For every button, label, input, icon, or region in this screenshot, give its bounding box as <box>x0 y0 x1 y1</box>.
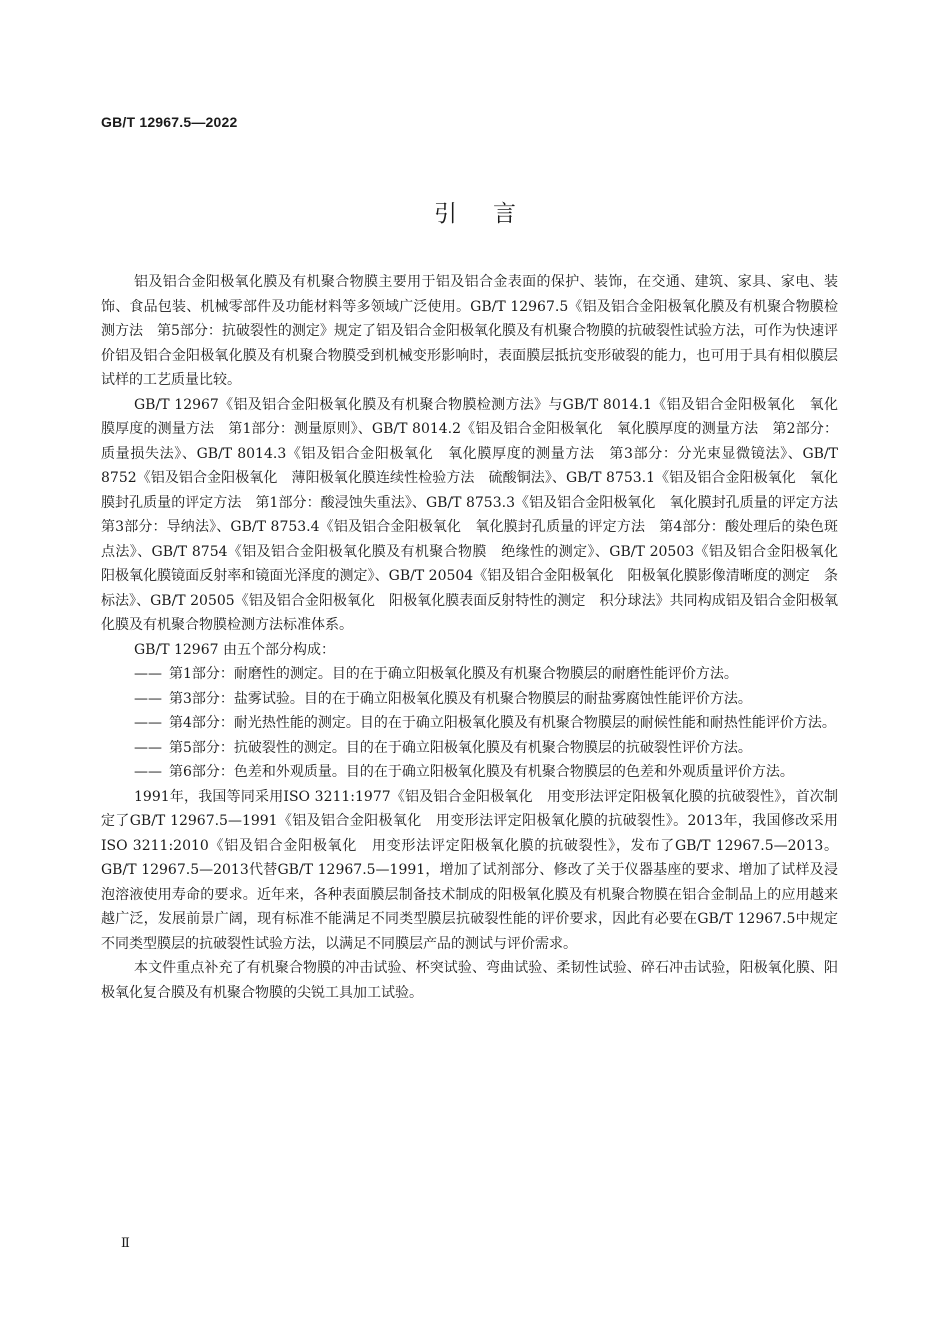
list-item-text: 第1部分：耐磨性的测定。目的在于确立阳极氧化膜及有机聚合物膜层的耐磨性能评价方法。 <box>169 666 738 682</box>
page-title: 引言 <box>434 201 552 227</box>
page-number: Ⅱ <box>121 1236 130 1251</box>
paragraph: GB/T 12967《铝及铝合金阳极氧化膜及有机聚合物膜检测方法》与GB/T 8014.1《铝及铝合金阳极氧化 氧化膜厚度的测量方法 第1部分：测量原则》、GB/T 8014.2《铝及铝合金阳极氧化 氧化膜厚度的测量方法 第2部分：质量损失法》、GB/T 8014.3《铝及铝合金阳极氧化 氧化膜厚度的测量方法 第3部分：分光束显微镜法》、GB/T 8752《铝及铝合金阳极氧化 薄阳极氧化膜连续性检验方法 硫酸铜法》、GB/T 8753.1《铝及铝合金阳极氧化 氧化膜封孔质量的评定方法 第1部分：酸浸蚀失重法》、GB/T 8753.3《铝及铝合金阳极氧化 氧化膜封孔质量的评定方法 第3部分：导纳法》、GB/T 8753.4《铝及铝合金阳极氧化 氧化膜封孔质量的评定方法 第4部分：酸处理后的染色斑点法》、GB/T 8754《铝及铝合金阳极氧化膜及有机聚合物膜 绝缘性的测定》、GB/T 20503《铝及铝合金阳极氧化 阳极氧化膜镜面反射率和镜面光泽度的测定》、GB/T 20504《铝及铝合金阳极氧化 阳极氧化膜影像清晰度的测定 条标法》、GB/T 20505《铝及铝合金阳极氧化 阳极氧化膜表面反射特性的测定 积分球法》共同构成铝及铝合金阳极氧化膜及有机聚合物膜检测方法标准体系。 <box>101 396 852 633</box>
paragraph: GB/T 12967 由五个部分构成： <box>134 641 335 658</box>
standard-code: GB/T 12967.5—2022 <box>101 114 238 130</box>
list-dash: —— <box>134 764 162 780</box>
paragraph: 本文件重点补充了有机聚合物膜的冲击试验、杯突试验、弯曲试验、柔韧性试验、碎石冲击试验，阳极氧化膜、阳极氧化复合膜及有机聚合物膜的尖锐工具加工试验。 <box>101 960 838 1001</box>
list-item <box>101 662 838 687</box>
list-item <box>101 687 838 712</box>
document-body <box>101 270 852 1005</box>
list-item-text: 第3部分：盐雾试验。目的在于确立阳极氧化膜及有机聚合物膜层的耐盐雾腐蚀性能评价方法。 <box>169 690 752 707</box>
list-item-text: 第6部分：色差和外观质量。目的在于确立阳极氧化膜及有机聚合物膜层的色差和外观质量评价方法。 <box>169 764 794 780</box>
paragraph: 1991年，我国等同采用ISO 3211:1977《铝及铝合金阳极氧化 用变形法评定阳极氧化膜的抗破裂性》，首次制定了GB/T 12967.5—1991《铝及铝合金阳极氧化 用变形法评定阳极氧化膜的抗破裂性》。2013年，我国修改采用ISO 3211:2010《铝及铝合金阳极氧化 用变形法评定阳极氧化膜的抗破裂性》，发布了GB/T 12967.5—2013。GB/T 12967.5—2013代替GB/T 12967.5—1991，增加了试剂部分、修改了关于仪器基座的要求、增加了试样及浸泡溶液使用寿命的要求。近年来，各种表面膜层制备技术制成的阳极氧化膜及有机聚合物膜在铝合金制品上的应用越来越广泛，发展前景广阔，现有标准不能满足不同类型膜层抗破裂性能的评价要求，因此有必要在GB/T 12967.5中规定不同类型膜层的抗破裂性试验方法，以满足不同膜层产品的测试与评价需求。 <box>101 788 838 952</box>
list-dash: —— <box>134 715 162 731</box>
list-item <box>101 760 838 785</box>
list-item <box>101 736 838 761</box>
list-item <box>101 711 838 736</box>
list-dash: —— <box>134 666 162 682</box>
list-dash: —— <box>134 690 162 707</box>
list-item-text: 第4部分：耐光热性能的测定。目的在于确立阳极氧化膜及有机聚合物膜层的耐候性能和耐热性能评价方法。 <box>169 715 836 731</box>
paragraph: 铝及铝合金阳极氧化膜及有机聚合物膜主要用于铝及铝合金表面的保护、装饰，在交通、建筑、家具、家电、装饰、食品包装、机械零部件及功能材料等多领域广泛使用。GB/T 12967.5《铝及铝合金阳极氧化膜及有机聚合物膜检测方法 第5部分：抗破裂性的测定》规定了铝及铝合金阳极氧化膜及有机聚合物膜的抗破裂性试验方法，可作为快速评价铝及铝合金阳极氧化膜及有机聚合物膜受到机械变形影响时，表面膜层抵抗变形破裂的能力，也可用于具有相似膜层试样的工艺质量比较。 <box>101 274 838 388</box>
list-dash: —— <box>134 739 162 756</box>
list-item-text: 第5部分：抗破裂性的测定。目的在于确立阳极氧化膜及有机聚合物膜层的抗破裂性评价方法。 <box>169 739 752 756</box>
